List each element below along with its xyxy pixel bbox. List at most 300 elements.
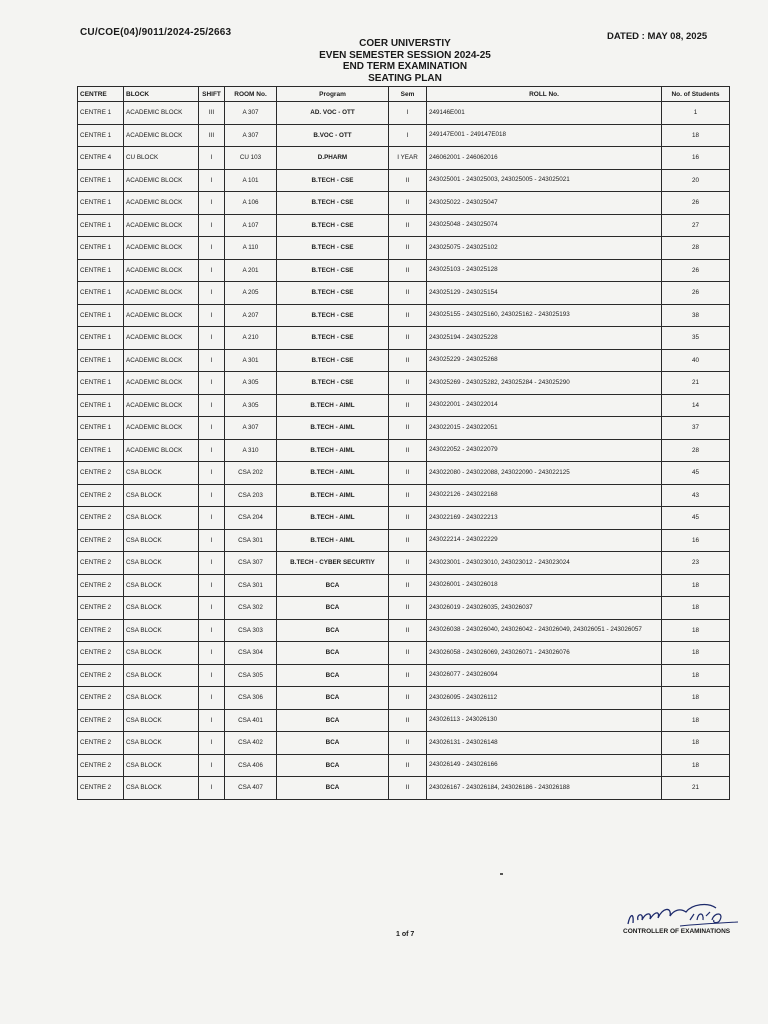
- table-row: [78, 327, 730, 350]
- table-row: [78, 102, 730, 125]
- cell-block: ACADEMIC BLOCK: [124, 214, 199, 237]
- cell-centre: CENTRE 2: [78, 754, 124, 777]
- cell-block: CSA BLOCK: [124, 687, 199, 710]
- cell-roll-numbers: 243026019 - 243026035, 243026037: [427, 597, 662, 620]
- cell-roll-numbers: 243022015 - 243022051: [427, 417, 662, 440]
- cell-room: A 201: [225, 259, 277, 282]
- column-header-program: Program: [277, 87, 389, 102]
- cell-centre: CENTRE 2: [78, 777, 124, 800]
- cell-block: ACADEMIC BLOCK: [124, 169, 199, 192]
- cell-shift: I: [199, 169, 225, 192]
- cell-shift: I: [199, 709, 225, 732]
- seating-plan-table: [77, 86, 730, 800]
- cell-shift: I: [199, 597, 225, 620]
- cell-room: A 106: [225, 192, 277, 215]
- cell-shift: I: [199, 484, 225, 507]
- column-header-roll: ROLL No.: [427, 87, 662, 102]
- cell-program: B.TECH - AIML: [277, 507, 389, 530]
- cell-program: BCA: [277, 777, 389, 800]
- cell-room: CSA 303: [225, 619, 277, 642]
- cell-roll-numbers: 243022126 - 243022168: [427, 484, 662, 507]
- cell-room: CSA 301: [225, 574, 277, 597]
- cell-student-count: 35: [662, 327, 730, 350]
- table-row: [78, 282, 730, 305]
- cell-shift: I: [199, 552, 225, 575]
- cell-program: B.TECH - CSE: [277, 259, 389, 282]
- cell-roll-numbers: 243026058 - 243026069, 243026071 - 243026076: [427, 642, 662, 665]
- seating-plan-body: [78, 102, 730, 800]
- cell-program: B.TECH - AIML: [277, 417, 389, 440]
- controller-signature: [620, 890, 750, 930]
- cell-program: B.TECH - CSE: [277, 214, 389, 237]
- cell-roll-numbers: 243026149 - 243026166: [427, 754, 662, 777]
- cell-block: ACADEMIC BLOCK: [124, 439, 199, 462]
- cell-student-count: 45: [662, 462, 730, 485]
- cell-sem: II: [389, 709, 427, 732]
- cell-centre: CENTRE 1: [78, 124, 124, 147]
- cell-room: CSA 202: [225, 462, 277, 485]
- cell-sem: II: [389, 574, 427, 597]
- cell-sem: II: [389, 304, 427, 327]
- cell-block: CSA BLOCK: [124, 484, 199, 507]
- cell-sem: II: [389, 394, 427, 417]
- table-row: [78, 574, 730, 597]
- cell-centre: CENTRE 2: [78, 574, 124, 597]
- cell-shift: I: [199, 214, 225, 237]
- cell-sem: II: [389, 349, 427, 372]
- cell-centre: CENTRE 1: [78, 372, 124, 395]
- cell-shift: I: [199, 507, 225, 530]
- table-row: [78, 597, 730, 620]
- cell-room: A 305: [225, 394, 277, 417]
- cell-roll-numbers: 243026131 - 243026148: [427, 732, 662, 755]
- cell-student-count: 18: [662, 732, 730, 755]
- cell-program: D.PHARM: [277, 147, 389, 170]
- table-row: [78, 484, 730, 507]
- cell-program: BCA: [277, 664, 389, 687]
- cell-student-count: 20: [662, 169, 730, 192]
- cell-sem: II: [389, 282, 427, 305]
- cell-sem: II: [389, 259, 427, 282]
- cell-program: BCA: [277, 754, 389, 777]
- cell-centre: CENTRE 4: [78, 147, 124, 170]
- cell-shift: I: [199, 327, 225, 350]
- table-row: [78, 687, 730, 710]
- cell-roll-numbers: 243026001 - 243026018: [427, 574, 662, 597]
- cell-room: A 310: [225, 439, 277, 462]
- cell-block: CSA BLOCK: [124, 552, 199, 575]
- cell-block: CSA BLOCK: [124, 597, 199, 620]
- cell-room: A 307: [225, 102, 277, 125]
- table-row: [78, 237, 730, 260]
- column-header-centre: CENTRE: [78, 87, 124, 102]
- cell-sem: II: [389, 484, 427, 507]
- cell-block: ACADEMIC BLOCK: [124, 417, 199, 440]
- cell-sem: II: [389, 687, 427, 710]
- cell-centre: CENTRE 2: [78, 664, 124, 687]
- cell-centre: CENTRE 2: [78, 484, 124, 507]
- cell-roll-numbers: 243023001 - 243023010, 243023012 - 243023024: [427, 552, 662, 575]
- cell-shift: I: [199, 687, 225, 710]
- cell-student-count: 18: [662, 574, 730, 597]
- cell-shift: I: [199, 192, 225, 215]
- cell-program: BCA: [277, 709, 389, 732]
- cell-block: ACADEMIC BLOCK: [124, 102, 199, 125]
- cell-shift: III: [199, 102, 225, 125]
- cell-student-count: 28: [662, 439, 730, 462]
- cell-centre: CENTRE 1: [78, 417, 124, 440]
- cell-sem: II: [389, 169, 427, 192]
- table-row: [78, 417, 730, 440]
- cell-centre: CENTRE 1: [78, 259, 124, 282]
- cell-block: CSA BLOCK: [124, 777, 199, 800]
- cell-shift: I: [199, 349, 225, 372]
- column-header-students: No. of Students: [662, 87, 730, 102]
- cell-shift: I: [199, 439, 225, 462]
- cell-block: ACADEMIC BLOCK: [124, 349, 199, 372]
- scan-speck: [500, 873, 503, 875]
- table-row: [78, 619, 730, 642]
- cell-centre: CENTRE 2: [78, 529, 124, 552]
- cell-room: A 307: [225, 124, 277, 147]
- cell-block: CU BLOCK: [124, 147, 199, 170]
- cell-student-count: 26: [662, 192, 730, 215]
- cell-shift: I: [199, 259, 225, 282]
- cell-roll-numbers: 243026077 - 243026094: [427, 664, 662, 687]
- cell-shift: I: [199, 777, 225, 800]
- cell-student-count: 14: [662, 394, 730, 417]
- cell-block: CSA BLOCK: [124, 529, 199, 552]
- cell-block: ACADEMIC BLOCK: [124, 259, 199, 282]
- table-row: [78, 214, 730, 237]
- cell-roll-numbers: 243022214 - 243022229: [427, 529, 662, 552]
- cell-centre: CENTRE 1: [78, 192, 124, 215]
- cell-student-count: 18: [662, 687, 730, 710]
- cell-room: CSA 306: [225, 687, 277, 710]
- reference-number: CU/COE(04)/9011/2024-25/2663: [80, 27, 232, 38]
- cell-room: CSA 407: [225, 777, 277, 800]
- cell-student-count: 37: [662, 417, 730, 440]
- cell-room: CSA 301: [225, 529, 277, 552]
- cell-roll-numbers: 243025075 - 243025102: [427, 237, 662, 260]
- cell-room: CSA 203: [225, 484, 277, 507]
- table-row: [78, 259, 730, 282]
- exam-title: END TERM EXAMINATION: [342, 61, 468, 73]
- table-row: [78, 642, 730, 665]
- cell-student-count: 26: [662, 282, 730, 305]
- cell-program: B.VOC - OTT: [277, 124, 389, 147]
- cell-block: CSA BLOCK: [124, 732, 199, 755]
- cell-block: ACADEMIC BLOCK: [124, 372, 199, 395]
- cell-centre: CENTRE 2: [78, 709, 124, 732]
- cell-sem: II: [389, 417, 427, 440]
- cell-room: A 307: [225, 417, 277, 440]
- cell-sem: I: [389, 102, 427, 125]
- cell-program: BCA: [277, 574, 389, 597]
- cell-sem: II: [389, 754, 427, 777]
- cell-student-count: 18: [662, 664, 730, 687]
- cell-student-count: 16: [662, 529, 730, 552]
- cell-roll-numbers: 243025229 - 243025268: [427, 349, 662, 372]
- cell-centre: CENTRE 2: [78, 687, 124, 710]
- cell-room: CSA 401: [225, 709, 277, 732]
- cell-program: B.TECH - CSE: [277, 349, 389, 372]
- cell-block: ACADEMIC BLOCK: [124, 237, 199, 260]
- cell-program: BCA: [277, 732, 389, 755]
- cell-room: A 205: [225, 282, 277, 305]
- cell-centre: CENTRE 2: [78, 597, 124, 620]
- cell-roll-numbers: 249146E001: [427, 102, 662, 125]
- cell-centre: CENTRE 1: [78, 439, 124, 462]
- cell-shift: I: [199, 642, 225, 665]
- document-titles: [280, 38, 530, 84]
- cell-program: B.TECH - AIML: [277, 529, 389, 552]
- cell-centre: CENTRE 2: [78, 552, 124, 575]
- cell-roll-numbers: 243026167 - 243026184, 243026186 - 243026188: [427, 777, 662, 800]
- cell-block: CSA BLOCK: [124, 619, 199, 642]
- cell-sem: II: [389, 777, 427, 800]
- cell-room: A 210: [225, 327, 277, 350]
- table-row: [78, 732, 730, 755]
- table-row: [78, 552, 730, 575]
- cell-student-count: 38: [662, 304, 730, 327]
- cell-block: CSA BLOCK: [124, 754, 199, 777]
- table-row: [78, 529, 730, 552]
- cell-centre: CENTRE 1: [78, 304, 124, 327]
- cell-program: B.TECH - CSE: [277, 327, 389, 350]
- cell-centre: CENTRE 2: [78, 642, 124, 665]
- cell-centre: CENTRE 1: [78, 282, 124, 305]
- cell-program: B.TECH - AIML: [277, 462, 389, 485]
- cell-block: CSA BLOCK: [124, 709, 199, 732]
- cell-roll-numbers: 243025103 - 243025128: [427, 259, 662, 282]
- cell-room: A 101: [225, 169, 277, 192]
- cell-shift: I: [199, 282, 225, 305]
- cell-student-count: 18: [662, 709, 730, 732]
- cell-room: A 207: [225, 304, 277, 327]
- cell-shift: I: [199, 237, 225, 260]
- cell-student-count: 16: [662, 147, 730, 170]
- cell-sem: II: [389, 214, 427, 237]
- table-row: [78, 507, 730, 530]
- cell-student-count: 26: [662, 259, 730, 282]
- cell-block: CSA BLOCK: [124, 642, 199, 665]
- cell-room: A 305: [225, 372, 277, 395]
- cell-program: B.TECH - CSE: [277, 169, 389, 192]
- cell-room: CSA 304: [225, 642, 277, 665]
- document-date: DATED : MAY 08, 2025: [607, 31, 708, 42]
- table-row: [78, 372, 730, 395]
- cell-program: B.TECH - AIML: [277, 439, 389, 462]
- table-row: [78, 754, 730, 777]
- table-row: [78, 709, 730, 732]
- cell-roll-numbers: 243025048 - 243025074: [427, 214, 662, 237]
- cell-centre: CENTRE 1: [78, 214, 124, 237]
- cell-student-count: 27: [662, 214, 730, 237]
- cell-block: ACADEMIC BLOCK: [124, 192, 199, 215]
- cell-room: A 301: [225, 349, 277, 372]
- cell-program: BCA: [277, 619, 389, 642]
- page-number: 1 of 7: [396, 931, 415, 938]
- cell-student-count: 18: [662, 124, 730, 147]
- cell-shift: I: [199, 754, 225, 777]
- cell-student-count: 43: [662, 484, 730, 507]
- cell-program: AD. VOC - OTT: [277, 102, 389, 125]
- cell-roll-numbers: 243022169 - 243022213: [427, 507, 662, 530]
- cell-roll-numbers: 243026113 - 243026130: [427, 709, 662, 732]
- cell-roll-numbers: 243025155 - 243025160, 243025162 - 243025193: [427, 304, 662, 327]
- cell-room: CSA 302: [225, 597, 277, 620]
- cell-program: B.TECH - AIML: [277, 484, 389, 507]
- cell-sem: II: [389, 192, 427, 215]
- cell-block: CSA BLOCK: [124, 507, 199, 530]
- cell-program: BCA: [277, 597, 389, 620]
- cell-student-count: 18: [662, 754, 730, 777]
- cell-shift: I: [199, 462, 225, 485]
- cell-program: BCA: [277, 687, 389, 710]
- table-header-row: [78, 87, 730, 102]
- cell-program: B.TECH - CSE: [277, 282, 389, 305]
- cell-shift: I: [199, 372, 225, 395]
- cell-student-count: 21: [662, 372, 730, 395]
- cell-roll-numbers: 243025194 - 243025228: [427, 327, 662, 350]
- table-row: [78, 124, 730, 147]
- cell-block: ACADEMIC BLOCK: [124, 304, 199, 327]
- cell-sem: II: [389, 372, 427, 395]
- cell-student-count: 45: [662, 507, 730, 530]
- cell-sem: II: [389, 507, 427, 530]
- university-name: COER UNIVERSTIY: [359, 38, 451, 49]
- cell-sem: I: [389, 124, 427, 147]
- cell-roll-numbers: 249147E001 - 249147E018: [427, 124, 662, 147]
- cell-shift: I: [199, 147, 225, 170]
- cell-sem: II: [389, 597, 427, 620]
- cell-centre: CENTRE 2: [78, 462, 124, 485]
- cell-roll-numbers: 243025022 - 243025047: [427, 192, 662, 215]
- cell-room: CSA 305: [225, 664, 277, 687]
- cell-student-count: 21: [662, 777, 730, 800]
- cell-centre: CENTRE 2: [78, 732, 124, 755]
- table-row: [78, 664, 730, 687]
- cell-roll-numbers: 243026038 - 243026040, 243026042 - 243026049, 243026051 - 243026057: [427, 619, 662, 642]
- cell-sem: II: [389, 619, 427, 642]
- cell-student-count: 40: [662, 349, 730, 372]
- table-row: [78, 147, 730, 170]
- cell-block: ACADEMIC BLOCK: [124, 282, 199, 305]
- cell-room: CSA 402: [225, 732, 277, 755]
- cell-centre: CENTRE 2: [78, 507, 124, 530]
- column-header-sem: Sem: [389, 87, 427, 102]
- cell-roll-numbers: 243025269 - 243025282, 243025284 - 243025290: [427, 372, 662, 395]
- cell-sem: II: [389, 529, 427, 552]
- cell-student-count: 18: [662, 642, 730, 665]
- cell-program: B.TECH - AIML: [277, 394, 389, 417]
- table-row: [78, 462, 730, 485]
- cell-sem: II: [389, 439, 427, 462]
- cell-room: CU 103: [225, 147, 277, 170]
- cell-block: ACADEMIC BLOCK: [124, 124, 199, 147]
- cell-sem: II: [389, 327, 427, 350]
- cell-centre: CENTRE 1: [78, 327, 124, 350]
- cell-shift: I: [199, 394, 225, 417]
- cell-shift: I: [199, 664, 225, 687]
- cell-roll-numbers: 243026095 - 243026112: [427, 687, 662, 710]
- cell-shift: I: [199, 417, 225, 440]
- cell-student-count: 18: [662, 619, 730, 642]
- table-row: [78, 169, 730, 192]
- session-title: EVEN SEMESTER SESSION 2024-25: [319, 49, 491, 61]
- cell-roll-numbers: 243022001 - 243022014: [427, 394, 662, 417]
- cell-room: A 110: [225, 237, 277, 260]
- cell-room: CSA 204: [225, 507, 277, 530]
- cell-shift: I: [199, 732, 225, 755]
- cell-sem: II: [389, 732, 427, 755]
- cell-program: B.TECH - CSE: [277, 304, 389, 327]
- column-header-block: BLOCK: [124, 87, 199, 102]
- cell-centre: CENTRE 2: [78, 619, 124, 642]
- cell-block: ACADEMIC BLOCK: [124, 327, 199, 350]
- cell-roll-numbers: 243025129 - 243025154: [427, 282, 662, 305]
- cell-block: CSA BLOCK: [124, 574, 199, 597]
- signatory-label: CONTROLLER OF EXAMINATIONS: [623, 928, 731, 935]
- cell-block: CSA BLOCK: [124, 664, 199, 687]
- cell-student-count: 28: [662, 237, 730, 260]
- table-row: [78, 192, 730, 215]
- cell-block: ACADEMIC BLOCK: [124, 394, 199, 417]
- cell-program: B.TECH - CSE: [277, 237, 389, 260]
- cell-sem: I YEAR: [389, 147, 427, 170]
- cell-roll-numbers: 243022080 - 243022088, 243022090 - 243022125: [427, 462, 662, 485]
- cell-student-count: 18: [662, 597, 730, 620]
- cell-centre: CENTRE 1: [78, 349, 124, 372]
- column-header-room: ROOM No.: [225, 87, 277, 102]
- cell-program: B.TECH - CSE: [277, 192, 389, 215]
- cell-program: BCA: [277, 642, 389, 665]
- table-row: [78, 439, 730, 462]
- cell-centre: CENTRE 1: [78, 169, 124, 192]
- cell-room: A 107: [225, 214, 277, 237]
- cell-sem: II: [389, 552, 427, 575]
- cell-student-count: 23: [662, 552, 730, 575]
- cell-shift: I: [199, 619, 225, 642]
- cell-centre: CENTRE 1: [78, 237, 124, 260]
- cell-centre: CENTRE 1: [78, 102, 124, 125]
- cell-roll-numbers: 243025001 - 243025003, 243025005 - 243025021: [427, 169, 662, 192]
- table-row: [78, 349, 730, 372]
- table-row: [78, 777, 730, 800]
- cell-room: CSA 307: [225, 552, 277, 575]
- cell-sem: II: [389, 462, 427, 485]
- cell-sem: II: [389, 237, 427, 260]
- seating-plan-title: SEATING PLAN: [368, 72, 442, 84]
- cell-room: CSA 406: [225, 754, 277, 777]
- cell-shift: I: [199, 529, 225, 552]
- cell-roll-numbers: 246062001 - 246062016: [427, 147, 662, 170]
- cell-student-count: 1: [662, 102, 730, 125]
- cell-sem: II: [389, 642, 427, 665]
- cell-roll-numbers: 243022052 - 243022079: [427, 439, 662, 462]
- cell-program: B.TECH - CSE: [277, 372, 389, 395]
- cell-block: CSA BLOCK: [124, 462, 199, 485]
- table-row: [78, 304, 730, 327]
- cell-shift: I: [199, 304, 225, 327]
- table-row: [78, 394, 730, 417]
- cell-sem: II: [389, 664, 427, 687]
- column-header-shift: SHIFT: [199, 87, 225, 102]
- cell-shift: I: [199, 574, 225, 597]
- cell-centre: CENTRE 1: [78, 394, 124, 417]
- cell-program: B.TECH - CYBER SECURTIY: [277, 552, 389, 575]
